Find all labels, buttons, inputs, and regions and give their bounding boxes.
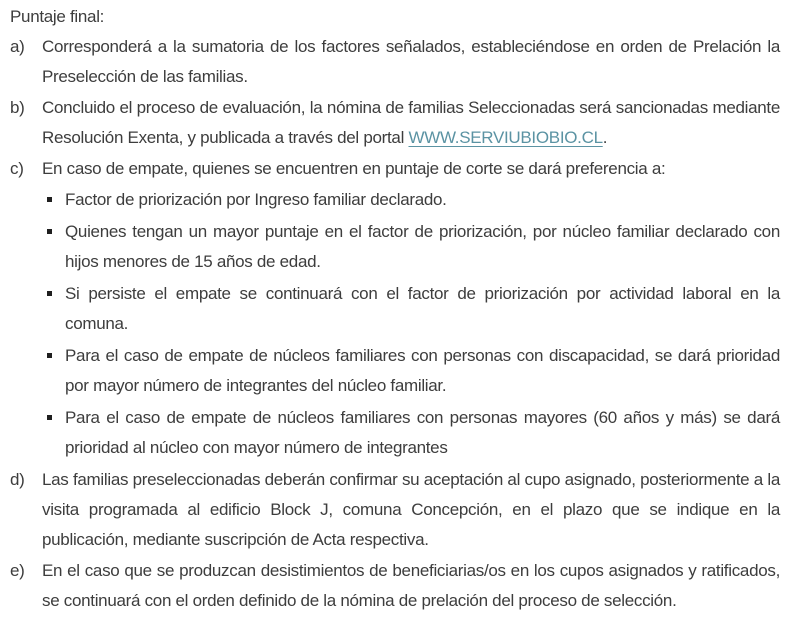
bullet-item-4-text: Para el caso de empate de núcleos familiares con personas con discapacidad, se dará prioridad por mayor número de integrantes del núcleo familiar. — [65, 346, 780, 395]
list-item-b — [10, 93, 780, 153]
bullet-item-2-text: Quienes tengan un mayor puntaje en el factor de priorización, por núcleo familiar declarado con hijos menores de 15 años de edad. — [65, 222, 780, 271]
bullet-item-5-text: Para el caso de empate de núcleos familiares con personas mayores (60 años y más) se dará prioridad al núcleo con mayor número de integrantes — [65, 408, 780, 457]
bullet-item-4 — [10, 341, 780, 401]
bullet-marker-1 — [45, 185, 65, 215]
list-item-c-text: En caso de empate, quienes se encuentren en puntaje de corte se dará preferencia a: — [42, 159, 666, 178]
list-item-d-label: d) — [10, 470, 25, 489]
bullet-item-1-text: Factor de priorización por Ingreso familiar declarado. — [65, 190, 447, 209]
list-item-b-text-after-link: . — [602, 128, 608, 147]
bullet-marker-5 — [45, 403, 65, 463]
list-item-a-label: a) — [10, 37, 25, 56]
bullet-item-1 — [10, 185, 780, 215]
list-item-b-text — [42, 93, 780, 153]
list-item-e-text: En el caso que se produzcan desistimientos de beneficiarias/os en los cupos asignados y ratificados, se continuará con el orden definido de la nómina de prelación del proceso de selección. — [42, 561, 780, 610]
list-item-e — [10, 556, 780, 616]
list-item-a — [10, 32, 780, 92]
bullet-marker-2 — [45, 217, 65, 277]
bullet-item-3-text: Si persiste el empate se continuará con el factor de priorización por actividad laboral en la comuna. — [65, 284, 780, 333]
list-item-d-text: Las familias preseleccionadas deberán confirmar su aceptación al cupo asignado, posteriormente a la visita programada al edificio Block J, comuna Concepción, en el plazo que se indique en la publicación, mediante suscripción de Acta respectiva. — [42, 470, 780, 549]
page-title: Puntaje final: — [10, 7, 105, 26]
bullet-item-3 — [10, 279, 780, 339]
square-bullet-icon — [47, 291, 52, 296]
square-bullet-icon — [47, 229, 52, 234]
list-item-c — [10, 154, 780, 184]
bullet-item-5 — [10, 403, 780, 463]
list-item-e-label: e) — [10, 561, 25, 580]
list-item-a-text: Corresponderá a la sumatoria de los factores señalados, estableciéndose en orden de Prelación la Preselección de las familias. — [42, 37, 780, 86]
bullet-marker-4 — [45, 341, 65, 401]
list-item-b-text-before-link: Concluido el proceso de evaluación, la nómina de familias Seleccionadas será sancionadas mediante Resolución Exenta, y publicada a través del portal — [42, 98, 780, 147]
bullet-item-2 — [10, 217, 780, 277]
list-item-c-label: c) — [10, 159, 24, 178]
tie-break-bullet-list — [10, 185, 780, 463]
square-bullet-icon — [47, 415, 52, 420]
list-item-b-label: b) — [10, 98, 25, 117]
bullet-marker-3 — [45, 279, 65, 339]
square-bullet-icon — [47, 197, 52, 202]
serviubiobio-link[interactable]: WWW.SERVIUBIOBIO.CL — [408, 128, 603, 147]
list-item-d — [10, 465, 780, 555]
square-bullet-icon — [47, 353, 52, 358]
